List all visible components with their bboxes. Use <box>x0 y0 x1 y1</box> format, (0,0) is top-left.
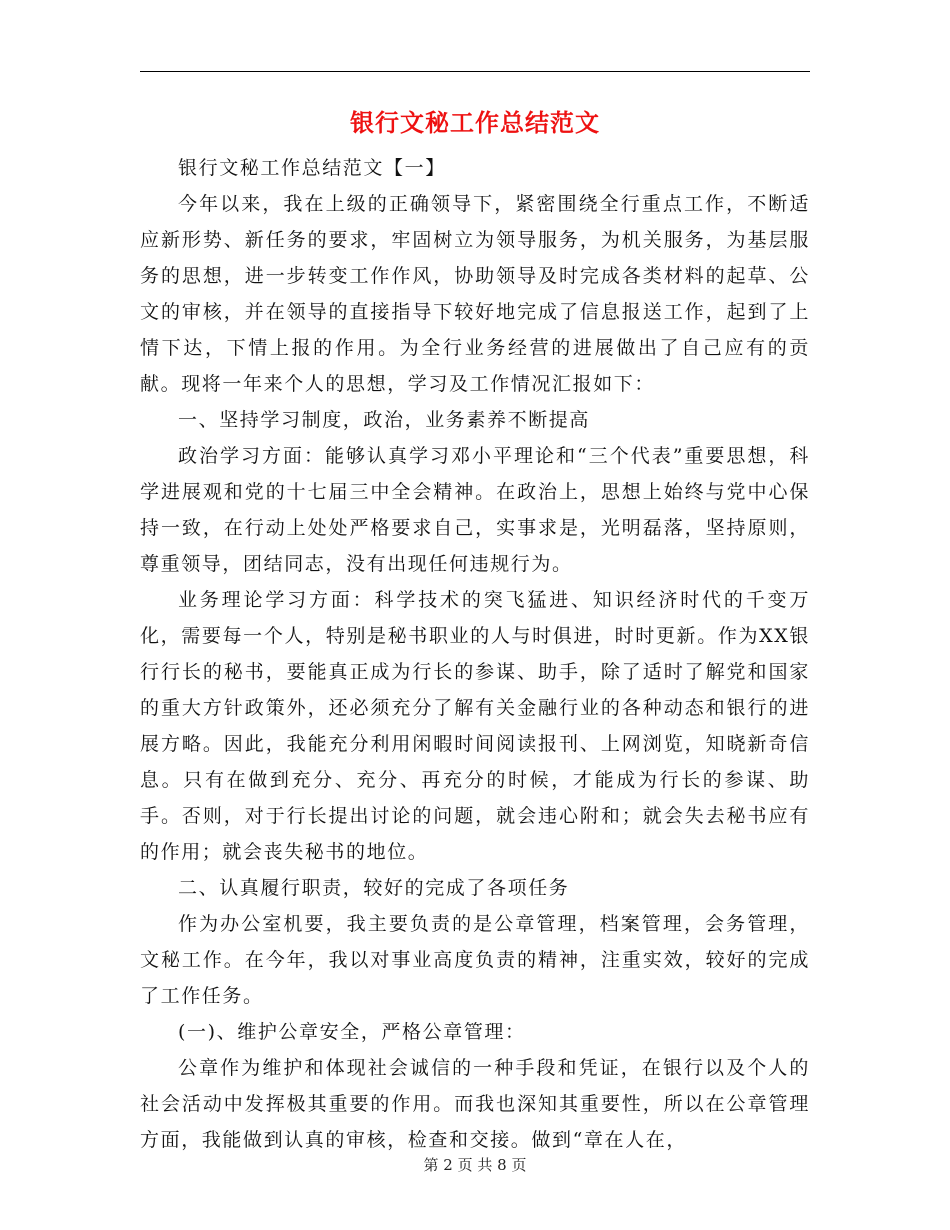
document-title: 银行文秘工作总结范文 <box>350 108 600 137</box>
section-heading: 银行文秘工作总结范文【一】 <box>178 157 446 179</box>
page-number: 第 2 页 共 8 页 <box>423 1156 527 1174</box>
header-rule <box>140 71 810 72</box>
body-paragraph: 今年以来，我在上级的正确领导下，紧密围绕全行重点工作，不断适应新形势、新任务的要求，牢固树立为领导服务，为机关服务，为基层服务的思想，进一步转变工作作风，协助领导及时完成各类材料的起草、公文的审核，并在领导的直接指导下较好地完成了信息报送工作，起到了上情下达，下情上报的作用。为全行业务经营的进展做出了自己应有的贡献。现将一年来个人的思想，学习及工作情况汇报如下： <box>140 193 810 395</box>
section-heading: 一、坚持学习制度，政治，业务素养不断提高 <box>178 409 591 431</box>
body-paragraph: 政治学习方面：能够认真学习邓小平理论和“三个代表”重要思想，科学进展观和党的十七届三中全会精神。在政治上，思想上始终与党中心保持一致，在行动上处处严格要求自己，实事求是，光明磊落，坚持原则，尊重领导，团结同志，没有出现任何违规行为。 <box>140 445 810 575</box>
document-body <box>140 150 810 1158</box>
body-paragraph: 公章作为维护和体现社会诚信的一种手段和凭证，在银行以及个人的社会活动中发挥极其重要的作用。而我也深知其重要性，所以在公章管理方面，我能做到认真的审核，检查和交接。做到“章在人在， <box>140 1057 810 1151</box>
section-heading: (一)、维护公章安全，严格公章管理： <box>178 1021 526 1043</box>
section-heading: 二、认真履行职责，较好的完成了各项任务 <box>178 877 570 899</box>
body-paragraph: 业务理论学习方面：科学技术的突飞猛进、知识经济时代的千变万化，需要每一个人，特别是秘书职业的人与时俱进，时时更新。作为XX银行行长的秘书，要能真正成为行长的参谋、助手，除了适时了解党和国家的重大方针政策外，还必须充分了解有关金融行业的各种动态和银行的进展方略。因此，我能充分利用闲暇时间阅读报刊、上网浏览，知晓新奇信息。只有在做到充分、充分、再充分的时候，才能成为行长的参谋、助手。否则，对于行长提出讨论的问题，就会违心附和；就会失去秘书应有的作用；就会丧失秘书的地位。 <box>140 589 810 863</box>
body-paragraph: 作为办公室机要，我主要负责的是公章管理，档案管理，会务管理，文秘工作。在今年，我以对事业高度负责的精神，注重实效，较好的完成了工作任务。 <box>140 913 810 1007</box>
